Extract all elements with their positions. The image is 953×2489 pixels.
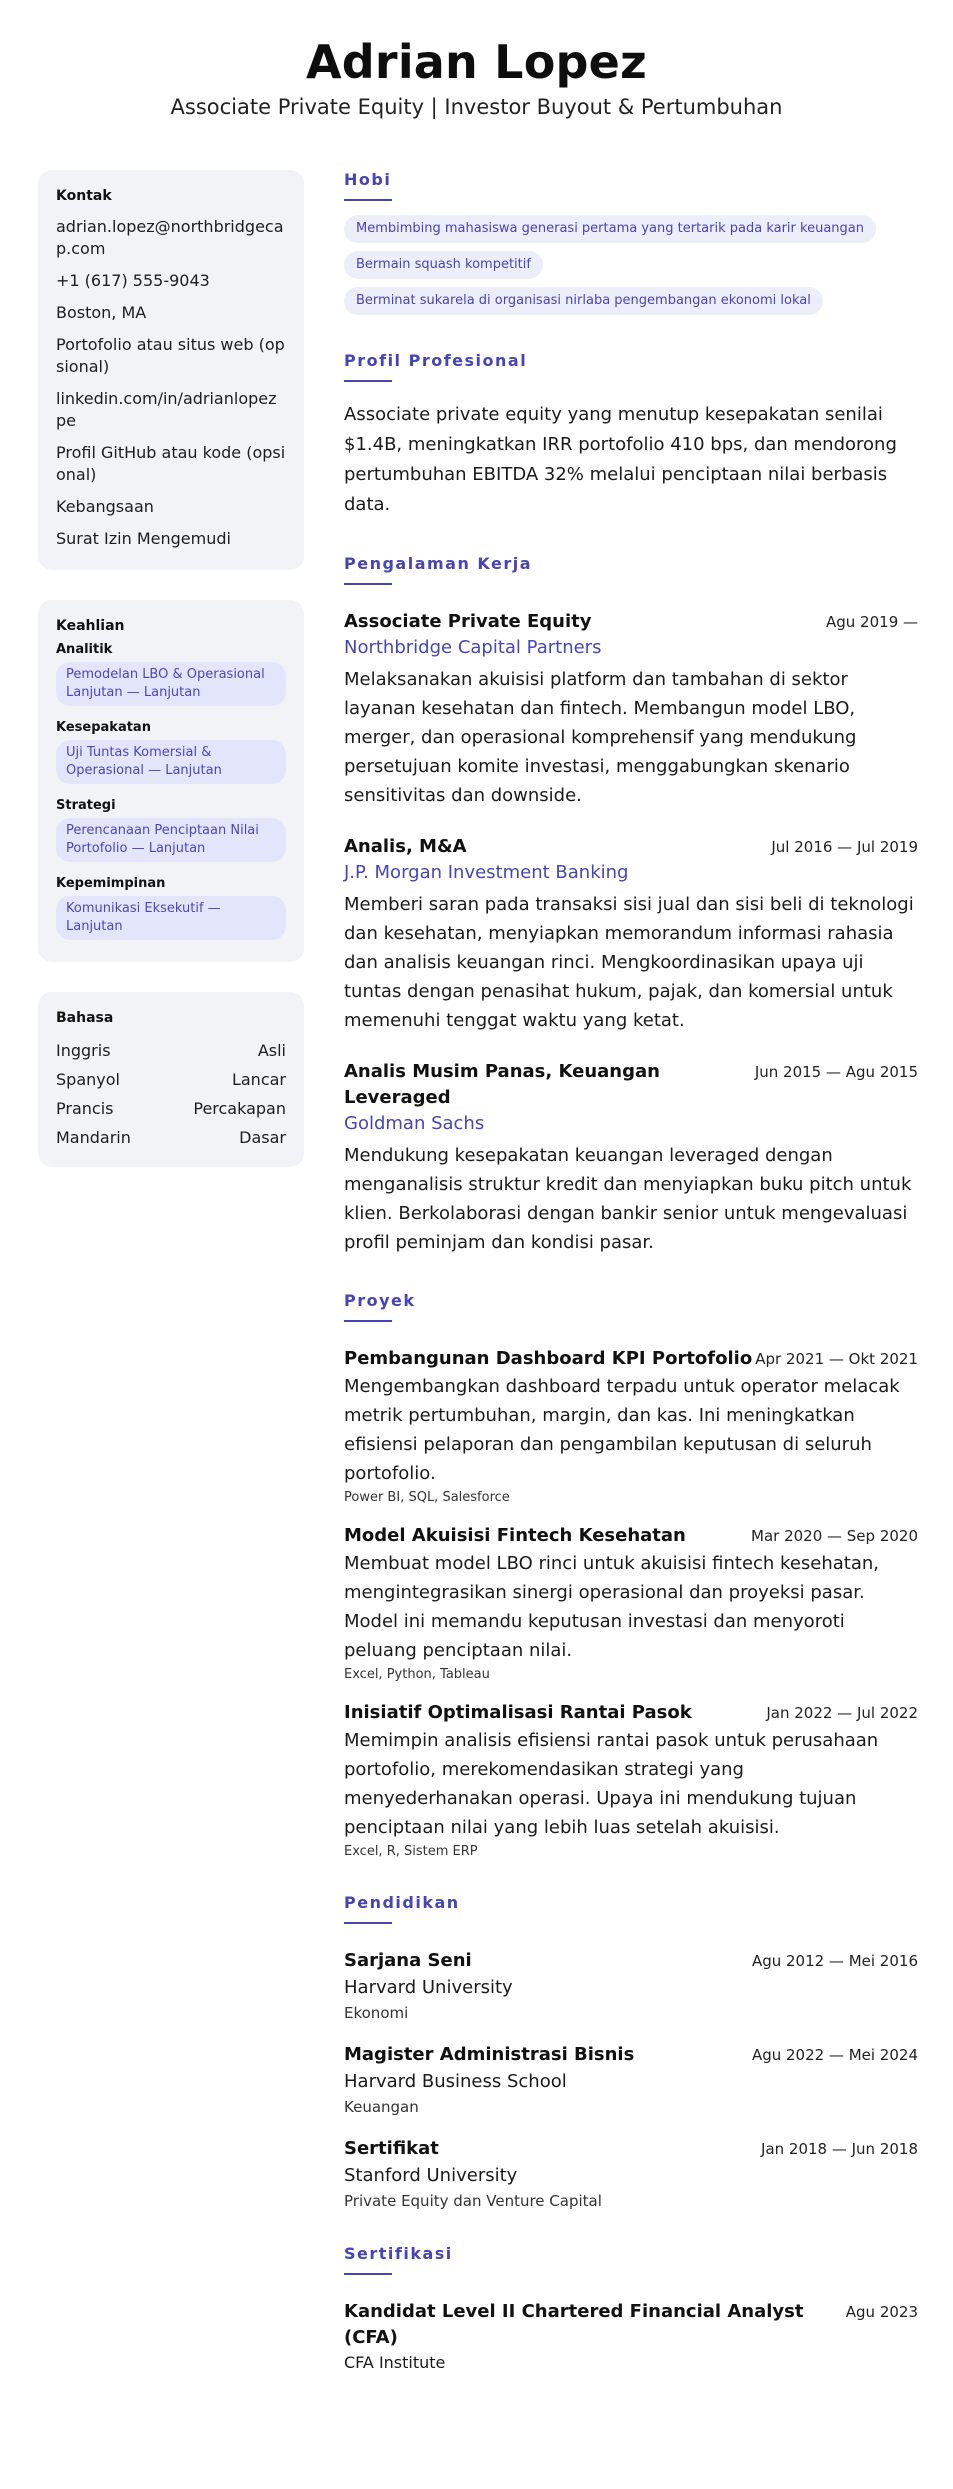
section-title: Hobi [344,170,392,189]
projects-section [344,1291,918,1859]
school-name: Harvard Business School [344,2071,567,2092]
skill-group [56,720,286,784]
section-title: Pengalaman Kerja [344,554,533,573]
education-date: Agu 2022 — Mei 2024 [751,2046,918,2064]
hobby-pill: Membimbing mahasiswa generasi pertama yang tertarik pada karir keuangan [344,215,876,243]
certification-title: Kandidat Level II Chartered Financial Analyst (CFA) [344,2301,804,2348]
language-name: Prancis [56,1099,114,1118]
skill-group-title: Strategi [56,798,116,813]
hobbies-section [344,170,918,323]
language-level: Dasar [239,1128,286,1147]
project-title: Pembangunan Dashboard KPI Portofolio [344,1348,753,1369]
language-name: Inggris [56,1041,111,1060]
job-description: Mendukung kesepakatan keuangan leveraged dengan menganalisis struktur kredit dan menyiapkan buku pitch untuk klien. Berkolaborasi dengan bankir senior untuk mengevaluasi profil peminjam dan kondisi pasar. [344,1145,912,1253]
skill-group-title: Kesepakatan [56,720,151,735]
skill-pill: Perencanaan Penciptaan Nilai Portofolio — Lanjutan [56,818,286,862]
project-date: Apr 2021 — Okt 2021 [755,1350,918,1368]
job-title: Analis Musim Panas, Keuangan Leveraged [344,1061,660,1108]
job-date: Jul 2016 — Jul 2019 [771,838,918,856]
language-row [56,1127,286,1149]
resume-header [0,0,953,122]
contact-card [38,170,304,570]
job-title: Associate Private Equity [344,611,592,632]
job-company: Northbridge Capital Partners [344,637,602,658]
certification-date: Agu 2023 [845,2303,918,2321]
project-tech: Excel, Python, Tableau [344,1667,490,1682]
job-description: Melaksanakan akuisisi platform dan tambahan di sektor layanan kesehatan dan fintech. Membangun model LBO, merger, dan operasional komprehensif yang mendukung persetujuan komite investasi, menggabungkan skenario sensitivitas dan downside. [344,669,857,806]
contact-portfolio[interactable]: Portofolio atau situs web (opsional) [56,335,285,376]
contact-location: Boston, MA [56,303,147,322]
hobby-pill: Bermain squash kompetitif [344,251,543,279]
section-divider [344,2273,392,2275]
language-level: Percakapan [193,1099,286,1118]
hobby-pill: Berminat sukarela di organisasi nirlaba pengembangan ekonomi lokal [344,287,823,315]
language-name: Mandarin [56,1128,131,1147]
skills-card [38,600,304,962]
skills-title: Keahlian [56,618,125,634]
section-title: Sertifikasi [344,2244,453,2263]
job-company: J.P. Morgan Investment Banking [344,862,629,883]
education-date: Agu 2012 — Mei 2016 [751,1952,918,1970]
contact-title: Kontak [56,188,112,204]
contact-github[interactable]: Profil GitHub atau kode (opsional) [56,443,286,484]
language-level: Lancar [231,1070,286,1089]
job-date: Agu 2019 — [826,613,918,631]
profile-section [344,351,918,520]
section-title: Profil Profesional [344,351,528,370]
project-entry [344,1346,918,1505]
skill-group [56,876,286,940]
education-field: Ekonomi [344,2004,409,2022]
experience-entry [344,834,918,1035]
certification-issuer: CFA Institute [344,2353,446,2372]
education-entry [344,1948,918,2022]
school-name: Stanford University [344,2165,518,2186]
contact-license: Surat Izin Mengemudi [56,529,231,548]
skill-group [56,642,286,706]
section-divider [344,199,392,201]
project-tech: Power BI, SQL, Salesforce [344,1490,510,1505]
certification-entry [344,2299,918,2372]
project-description: Membuat model LBO rinci untuk akuisisi fintech kesehatan, mengintegrasikan sinergi operasional dan proyeksi pasar. Model ini memandu keputusan investasi dan menyoroti peluang penciptaan nilai. [344,1553,880,1661]
project-date: Mar 2020 — Sep 2020 [751,1527,918,1545]
candidate-name: Adrian Lopez [306,35,647,89]
contact-phone[interactable]: +1 (617) 555-9043 [56,271,210,290]
project-tech: Excel, R, Sistem ERP [344,1844,478,1859]
language-name: Spanyol [56,1070,120,1089]
language-level: Asli [257,1041,286,1060]
project-entry [344,1700,918,1859]
skill-pill: Komunikasi Eksekutif — Lanjutan [56,896,286,940]
profile-text: Associate private equity yang menutup kesepakatan senilai $1.4B, meningkatkan IRR portofolio 410 bps, dan mendorong pertumbuhan EBITDA 32% melalui penciptaan nilai berbasis data. [344,404,897,515]
candidate-subtitle: Associate Private Equity | Investor Buyout & Pertumbuhan [170,95,783,119]
section-divider [344,583,392,585]
section-divider [344,1922,392,1924]
contact-nationality: Kebangsaan [56,497,154,516]
project-description: Mengembangkan dashboard terpadu untuk operator melacak metrik pertumbuhan, margin, dan kas. Ini meningkatkan efisiensi pelaporan dan pengambilan keputusan di seluruh portofolio. [344,1376,900,1484]
project-description: Memimpin analisis efisiensi rantai pasok untuk perusahaan portofolio, merekomendasikan strategi yang menyederhanakan operasi. Upaya ini mendukung tujuan penciptaan nilai yang lebih luas setelah akuisisi. [344,1730,879,1838]
job-title: Analis, M&A [344,836,467,857]
job-description: Memberi saran pada transaksi sisi jual dan sisi beli di teknologi dan kesehatan, menyiapkan memorandum informasi rahasia dan analisis keuangan rinci. Mengkoordinasikan upaya uji tuntas dengan penasihat hukum, pajak, dan komersial untuk memenuhi tenggat waktu yang ketat. [344,894,914,1031]
resume-columns [0,170,953,2406]
education-entry [344,2042,918,2116]
experience-section [344,554,918,1257]
education-field: Private Equity dan Venture Capital [344,2192,602,2210]
section-divider [344,380,392,382]
experience-entry [344,609,918,810]
school-name: Harvard University [344,1977,513,1998]
certifications-section [344,2244,918,2372]
section-title: Proyek [344,1291,416,1310]
sidebar [38,170,304,2406]
education-field: Keuangan [344,2098,419,2116]
contact-linkedin[interactable]: linkedin.com/in/adrianlopezpe [56,389,277,430]
job-date: Jun 2015 — Agu 2015 [754,1063,918,1081]
degree-title: Sarjana Seni [344,1950,472,1971]
education-section [344,1893,918,2210]
job-company: Goldman Sachs [344,1113,485,1134]
degree-title: Magister Administrasi Bisnis [344,2044,635,2065]
project-title: Inisiatif Optimalisasi Rantai Pasok [344,1702,692,1723]
contact-email[interactable]: adrian.lopez@northbridgecap.com [56,217,284,258]
education-date: Jan 2018 — Jun 2018 [761,2140,918,2158]
skill-group-title: Analitik [56,642,113,657]
hobby-list [344,215,918,323]
language-row [56,1069,286,1091]
skill-group-title: Kepemimpinan [56,876,166,891]
language-row [56,1040,286,1062]
degree-title: Sertifikat [344,2138,439,2159]
skill-pill: Uji Tuntas Komersial & Operasional — Lanjutan [56,740,286,784]
project-title: Model Akuisisi Fintech Kesehatan [344,1525,686,1546]
language-row [56,1098,286,1120]
languages-title: Bahasa [56,1010,114,1026]
education-entry [344,2136,918,2210]
languages-card [38,992,304,1167]
project-entry [344,1523,918,1682]
section-divider [344,1320,392,1322]
section-title: Pendidikan [344,1893,460,1912]
skill-pill: Pemodelan LBO & Operasional Lanjutan — Lanjutan [56,662,286,706]
project-date: Jan 2022 — Jul 2022 [766,1704,918,1722]
main-content [344,170,918,2406]
experience-entry [344,1059,918,1257]
skill-group [56,798,286,862]
